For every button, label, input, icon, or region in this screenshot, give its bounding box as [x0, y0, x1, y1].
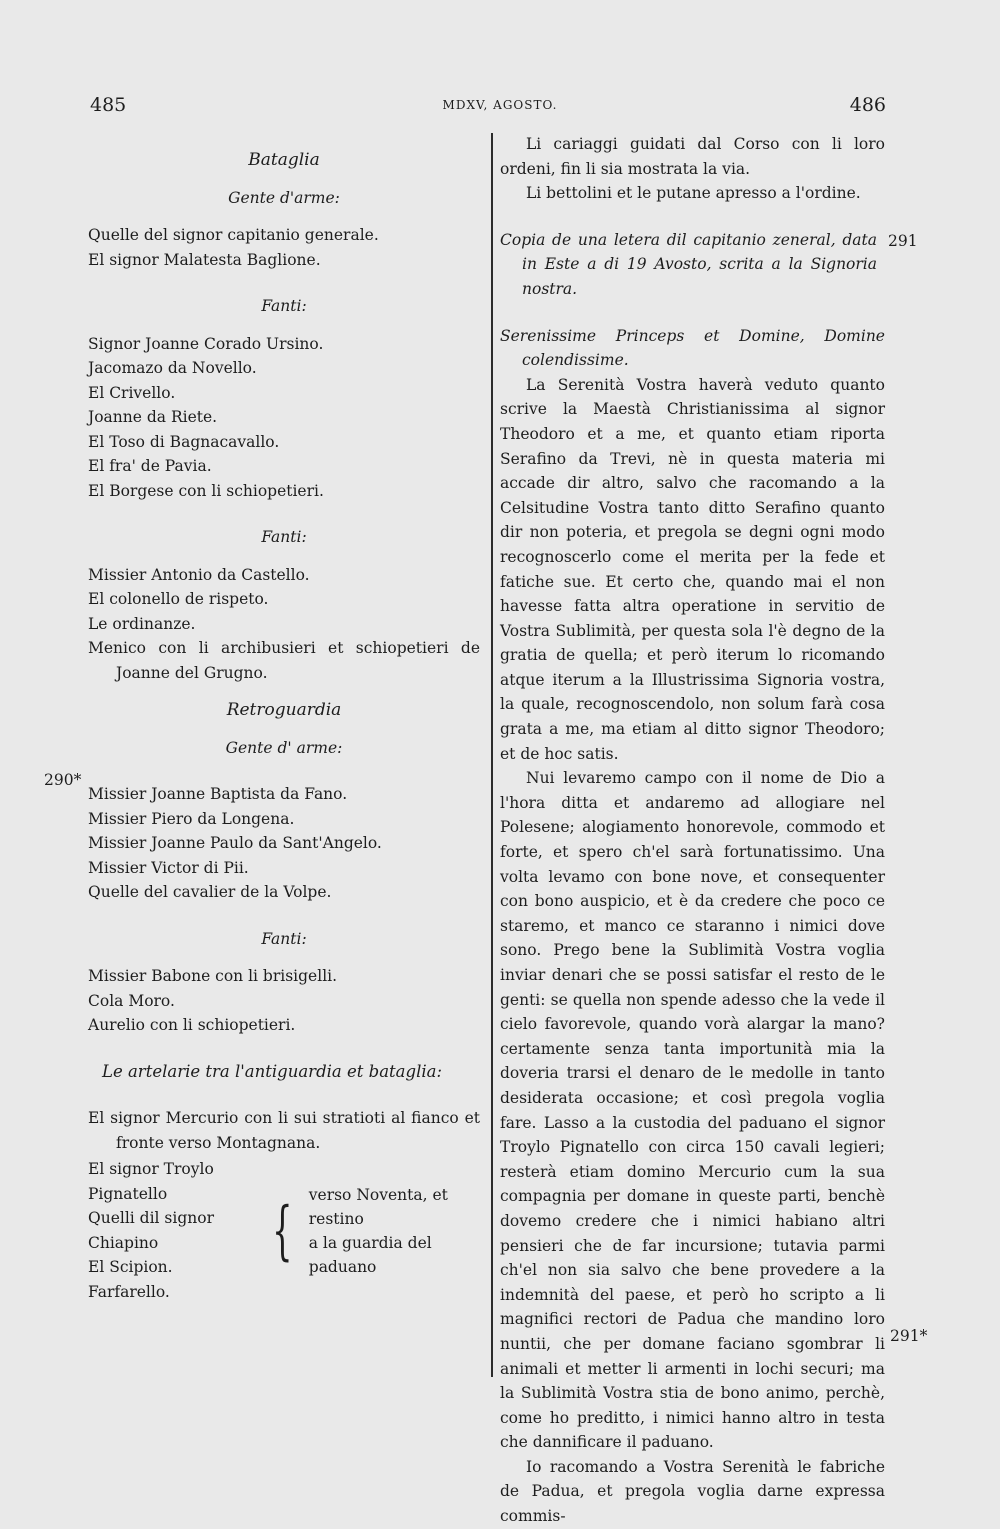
list-item: El Crivello.	[88, 383, 176, 402]
paragraph: Li cariaggi guidati dal Corso con li loro ordeni, fin li sia mostrata la via.	[500, 135, 885, 178]
braced-note	[309, 1183, 480, 1279]
list-item: Cola Moro.	[88, 991, 175, 1010]
list-item: Signor Joanne Corado Ursino.	[88, 334, 324, 353]
list-item: El Scipion.	[88, 1258, 173, 1276]
subheading-fanti: Fanti:	[261, 528, 307, 546]
salutation: Serenissime Princeps et Domine, Domine colendissime.	[500, 326, 885, 370]
paragraph: Li bettolini et le putane apresso a l'ordine.	[526, 184, 861, 203]
list-item: Quelle del signor capitanio generale.	[88, 226, 379, 244]
list-item: Jacomazo da Novello.	[88, 359, 257, 377]
subheading-gente-darme: Gente d' arme:	[225, 738, 343, 757]
braced-note-line: verso Noventa, et restino	[308, 1185, 448, 1228]
paragraph: Nui levaremo campo con il nome de Dio a l'hora ditta et andaremo ad allogiare nel Polesene; alogiamento honorevole, commodo et forte, et spero ch'el sarà fortunatissimo. Una volta levamo con bone nove, et consequenter con bono auspicio, et è da credere che poco ce staremo, et manco ce staranno i nimici dove sono. Prego bene la Sublimità Vostra voglia inviar denari che se possi satisfar el resto de le genti: se quella non spende adesso che la vede il cielo favorevole, quando vorà alargar la mano? certamente senza tanta importunità mia la doveria trarsi el denaro de le medolle in tanto desiderata occasione; et così pregola voglia fare. Lasso a la custodia del paduano el signor Troylo Pignatello con circa 150 cavali legieri; resterà etiam domino Mercurio cum la sua compagnia per domane in queste parti, benchè dovemo credere che i nimici habiano altri pensieri che de far incursione; tutavia parmi ch'el non sia salvo che bene provedere a la indemnità del paese, et però ho scripto a li magnifici rectori de Padua che mandino loro nuntii, che per domane faciano sgombrar li animali et metter li armenti in lochi securi; ma la Sublimità Vostra stia de bono animo, perchè, come ho preditto, i nimici hanno altro in testa che dannificare il paduano.	[500, 769, 885, 1452]
list-item: Quelli dil signor Chiapino	[88, 1209, 214, 1252]
list-item: Missier Joanne Baptista da Fano.	[88, 785, 348, 803]
page-number-left: 485	[90, 94, 127, 116]
list-item: Missier Victor di Pii.	[88, 858, 249, 877]
column-divider	[491, 133, 493, 1377]
margin-number-291-star: 291*	[890, 1327, 928, 1345]
list-item: Aurelio con li schiopetieri.	[88, 1016, 296, 1034]
section-heading-retroguardia: Retroguardia	[226, 700, 342, 720]
list-item: Menico con li archibusieri et schiopetieri de Joanne del Grugno.	[88, 639, 480, 682]
list-item: Missier Joanne Paulo da Sant'Angelo.	[88, 834, 382, 852]
list-item: Missier Babone con li brisigelli.	[88, 967, 338, 985]
list-item: El signor Malatesta Baglione.	[88, 250, 321, 269]
subheading-fanti: Fanti:	[261, 929, 307, 948]
list-item: Le ordinanze.	[88, 614, 196, 633]
letter-title-text: Copia de una letera dil capitanio zeneral, data in Este a di 19 Avosto, scrita a la Signoria nostra.	[500, 230, 877, 298]
subheading-gente-darme: Gente d'arme:	[228, 188, 340, 207]
paragraph: Io racomando a Vostra Serenità le fabriche de Padua, et pregola voglia darne expressa commis-	[500, 1457, 885, 1526]
page-number-right: 486	[849, 94, 886, 116]
braced-items	[88, 1157, 260, 1304]
running-title: MDXV, AGOSTO.	[442, 98, 558, 112]
list-item: El Borgese con li schiopetieri.	[88, 481, 324, 500]
margin-number-290: 290*	[44, 771, 82, 789]
left-column	[88, 148, 480, 1304]
list-item: Quelle del cavalier de la Volpe.	[88, 883, 332, 901]
list-item: El colonello de rispeto.	[88, 590, 269, 608]
braced-note-line: a la guardia del paduano	[308, 1233, 432, 1276]
right-column	[500, 132, 885, 1529]
section-heading-bataglia: Bataglia	[248, 150, 320, 170]
subheading-artelarie: Le artelarie tra l'antiguardia et bataglia:	[102, 1061, 443, 1081]
list-item: El signor Troylo Pignatello	[88, 1160, 214, 1203]
list-item: El fra' de Pavia.	[88, 457, 212, 475]
margin-number-291: 291	[888, 232, 918, 250]
letter-title	[500, 228, 885, 302]
subheading-fanti: Fanti:	[261, 297, 307, 315]
list-item: Joanne da Riete.	[88, 408, 218, 426]
list-item: Missier Piero da Longena.	[88, 809, 295, 828]
brace-symbol: {	[272, 1193, 293, 1268]
list-item: El signor Mercurio con li sui stratioti al fianco et fronte verso Montagnana.	[88, 1109, 480, 1152]
list-item: El Toso di Bagnacavallo.	[88, 432, 280, 451]
braced-group	[88, 1157, 480, 1304]
list-item: Farfarello.	[88, 1282, 170, 1301]
paragraph: La Serenità Vostra haverà veduto quanto scrive la Maestà Christianissima al signor Theodoro et a me, et quanto etiam riporta Serafino da Trevi, nè in questa materia mi accade dir altro, salvo che racomando a la Celsitudine Vostra tanto ditto Serafino quanto dir non poteria, et pregola se degni ogni modo recognoscerlo come el merita per la fede et fatiche sue. Et certo che, quando mai el non havesse fatta altra operatione in servitio de Vostra Sublimità, per questa sola l'è degno de la gratia de quella; et però iterum lo ricomando atque iterum a la Illustrissima Signoria vostra, la quale, recognoscendolo, non solum farà cosa grata a me, ma etiam al ditto signor Theodoro; et de hoc satis.	[500, 375, 885, 763]
list-item: Missier Antonio da Castello.	[88, 565, 310, 584]
